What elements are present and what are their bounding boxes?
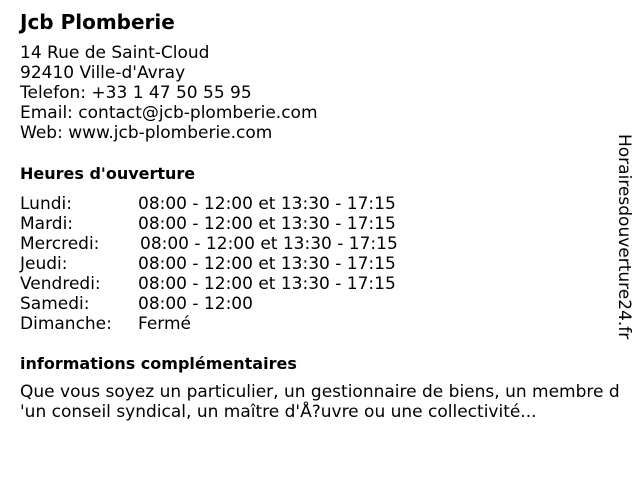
hours-row	[20, 294, 460, 314]
hours-time: 08:00 - 12:00 et 13:30 - 17:15	[138, 274, 396, 294]
info-line-2: 'un conseil syndical, un maître d'Å?uvre ou une collectivité...	[20, 402, 537, 422]
hours-row	[20, 274, 460, 294]
hours-time: 08:00 - 12:00 et 13:30 - 17:15	[138, 214, 396, 234]
hours-time: 08:00 - 12:00 et 13:30 - 17:15	[138, 254, 396, 274]
hours-table	[20, 194, 460, 334]
hours-heading: Heures d'ouverture	[20, 164, 196, 183]
hours-day: Jeudi:	[20, 254, 68, 274]
hours-day: Vendredi:	[20, 274, 101, 294]
hours-time: 08:00 - 12:00	[138, 294, 253, 314]
site-watermark: Horairesdouverture24.fr	[614, 134, 634, 340]
hours-day: Dimanche:	[20, 314, 112, 334]
hours-row	[20, 214, 460, 234]
hours-time: 08:00 - 12:00 et 13:30 - 17:15	[138, 194, 396, 214]
web-line: Web: www.jcb-plomberie.com	[20, 123, 273, 143]
contact-block	[20, 43, 318, 143]
info-line-1: Que vous soyez un particulier, un gestionnaire de biens, un membre d	[20, 382, 620, 402]
hours-time: Fermé	[138, 314, 192, 334]
phone-line: Telefon: +33 1 47 50 55 95	[20, 83, 252, 103]
hours-day: Samedi:	[20, 294, 90, 314]
email-line: Email: contact@jcb-plomberie.com	[20, 103, 318, 123]
info-text	[20, 382, 640, 422]
hours-row	[20, 234, 460, 254]
address-line-2: 92410 Ville-d'Avray	[20, 63, 186, 83]
address-line-1: 14 Rue de Saint-Cloud	[20, 43, 210, 63]
info-heading: informations complémentaires	[20, 354, 297, 373]
hours-day: Lundi:	[20, 194, 72, 214]
hours-day: Mercredi:	[20, 234, 100, 254]
hours-row	[20, 194, 460, 214]
hours-row	[20, 254, 460, 274]
hours-row	[20, 314, 460, 334]
hours-day: Mardi:	[20, 214, 74, 234]
hours-time: 08:00 - 12:00 et 13:30 - 17:15	[140, 234, 398, 254]
business-name: Jcb Plomberie	[20, 10, 175, 34]
